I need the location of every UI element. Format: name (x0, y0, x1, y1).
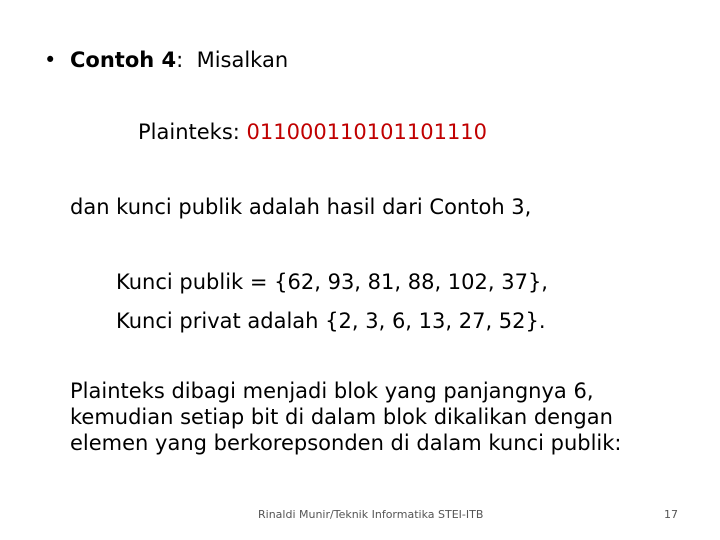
footer-text: Rinaldi Munir/Teknik Informatika STEI-ITB (258, 508, 484, 521)
heading-colon: : (176, 48, 184, 72)
public-key-line: Kunci publik = {62, 93, 81, 88, 102, 37}, (116, 270, 548, 294)
private-key-line: Kunci privat adalah {2, 3, 6, 13, 27, 52}. (116, 309, 546, 333)
key-intro-line: dan kunci publik adalah hasil dari Contoh 3, (70, 195, 532, 219)
page-number: 17 (664, 508, 678, 521)
plaintext-label: Plainteks: (138, 120, 247, 144)
explanation-paragraph (70, 378, 622, 456)
paragraph-line: Plainteks dibagi menjadi blok yang panjangnya 6, (70, 379, 594, 403)
heading-text: Misalkan (196, 48, 289, 72)
plaintext-line (138, 120, 487, 144)
plaintext-value: 011000110101101110 (246, 120, 488, 144)
paragraph-line: elemen yang berkorepsonden di dalam kunci publik: (70, 431, 622, 455)
heading-line (44, 48, 288, 72)
example-label: Contoh 4 (70, 48, 177, 72)
paragraph-line: kemudian setiap bit di dalam blok dikalikan dengan (70, 405, 613, 429)
bullet-icon: • (44, 48, 57, 72)
